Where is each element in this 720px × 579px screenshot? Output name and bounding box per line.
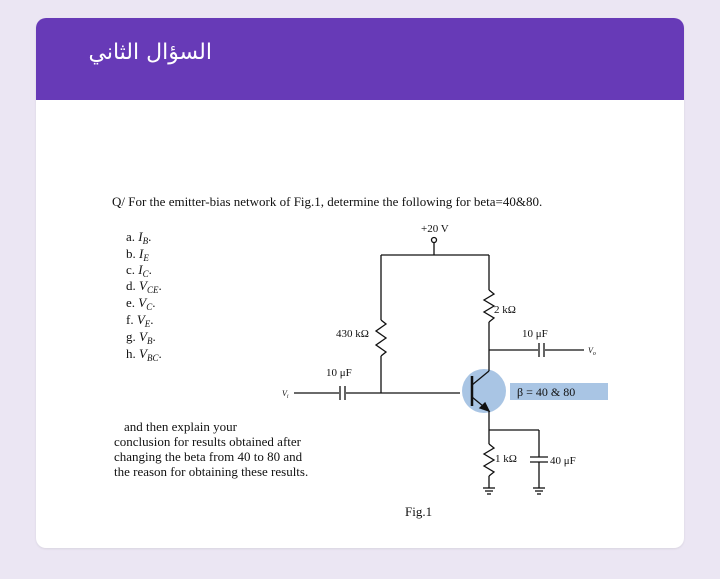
explanation-text [114, 419, 308, 479]
explanation-line-1: and then explain your [124, 419, 237, 434]
question-prompt: Q/ For the emitter-bias network of Fig.1, determine the following for beta=40&80. [112, 194, 543, 209]
question-title: السؤال الثاني [88, 40, 212, 65]
supply-terminal [432, 238, 437, 243]
vi-label: $V_i$ [282, 389, 289, 400]
re-resistor [484, 444, 494, 476]
question-image [36, 100, 684, 548]
rc-label: 2 kΩ [494, 304, 516, 316]
item-e: e. $V_C$. [126, 295, 156, 312]
cin-label: 10 μF [326, 367, 352, 379]
beta-label: β = 40 & 80 [517, 385, 576, 399]
re-label: 1 kΩ [495, 453, 517, 465]
cout-label: 10 μF [522, 328, 548, 340]
item-d: d. $V_{CE}$. [126, 278, 162, 295]
explanation-line-3: changing the beta from 40 to 80 and [114, 449, 303, 464]
item-f: f. $V_E$. [126, 312, 154, 329]
card-header [36, 18, 684, 100]
rb-label: 430 kΩ [336, 328, 369, 340]
rb-resistor [376, 320, 386, 356]
item-h: h. $V_{BC}$. [126, 346, 162, 363]
explanation-line-4: the reason for obtaining these results. [114, 464, 309, 479]
supply-label: +20 V [421, 223, 449, 235]
explanation-line-2: conclusion for results obtained after [114, 434, 301, 449]
ce-label: 40 μF [550, 455, 576, 467]
item-b: b. $I_E$ [126, 246, 149, 263]
vo-label: $V_o$ [588, 346, 596, 357]
item-list [126, 229, 162, 363]
figure-caption: Fig.1 [405, 504, 433, 519]
item-c: c. $I_C$. [126, 262, 152, 279]
circuit-diagram [282, 223, 608, 519]
question-card [36, 18, 684, 548]
rc-resistor [484, 290, 494, 322]
item-g: g. $V_B$. [126, 329, 156, 346]
item-a: a. $I_B$. [126, 229, 152, 246]
